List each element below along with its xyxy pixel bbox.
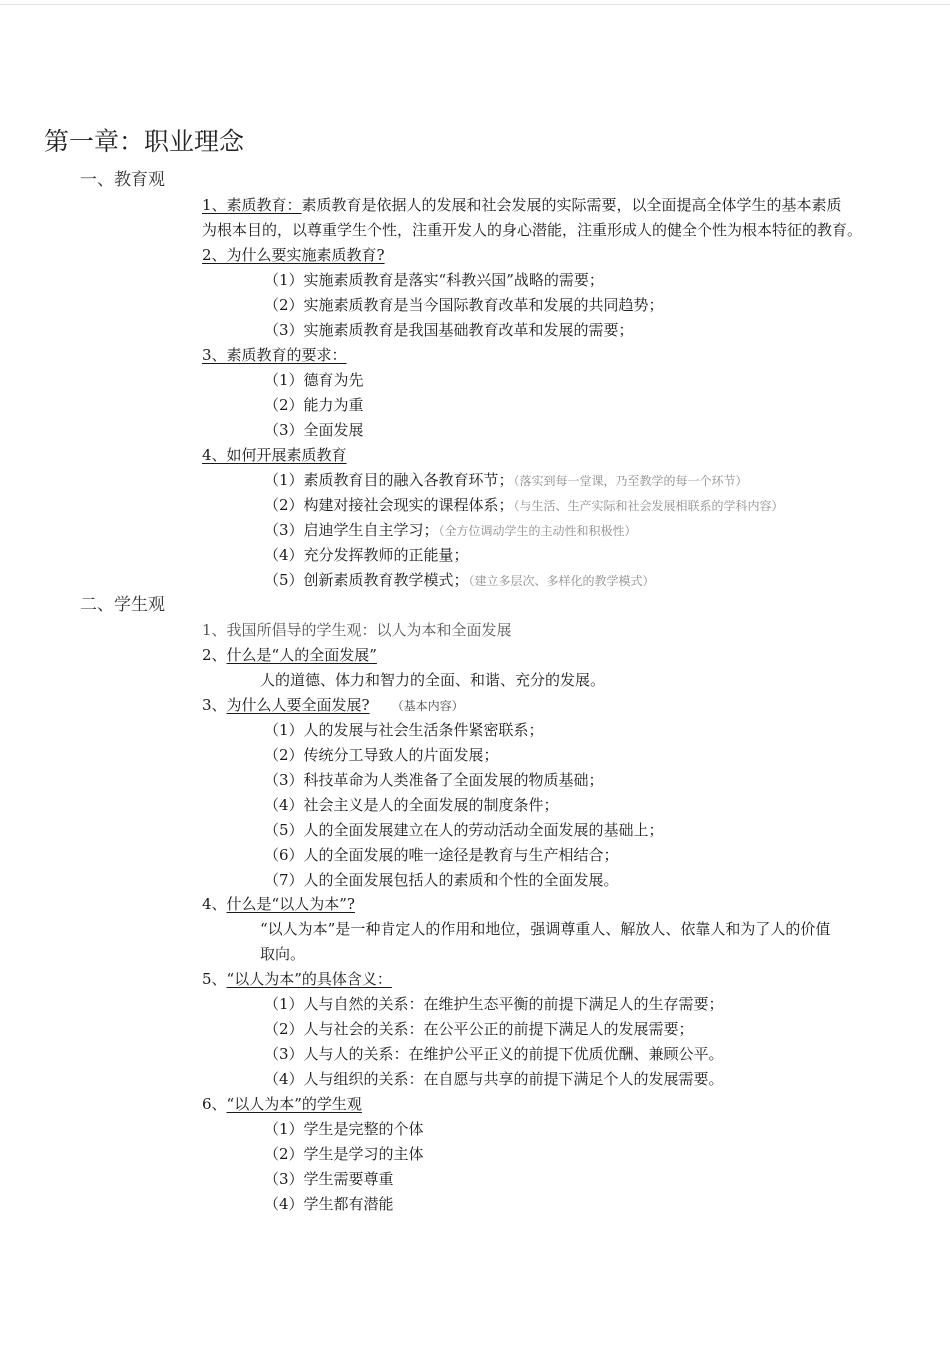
heading-number: 3、	[202, 696, 227, 714]
list-item: （4）社会主义是人的全面发展的制度条件；	[264, 796, 559, 814]
heading-label: 1、素质教育：	[202, 196, 302, 214]
definition-quality-education	[202, 193, 842, 218]
list-item	[264, 493, 784, 519]
list-item: （2）能力为重	[264, 396, 364, 414]
heading-why-quality-education: 2、为什么要实施素质教育?	[202, 246, 385, 264]
list-item-text: （4）充分发挥教师的正能量；	[264, 546, 469, 564]
list-item: （1）学生是完整的个体	[264, 1120, 424, 1138]
heading-how-to-carry-out: 4、如何开展素质教育	[202, 446, 347, 464]
heading-label: 什么是“以人为本”?	[226, 895, 355, 913]
list-item: （4）学生都有潜能	[264, 1195, 394, 1213]
definition-text-continued: 取向。	[260, 945, 306, 963]
heading-quality-education-requirements: 3、素质教育的要求：	[202, 346, 347, 364]
list-item: （3）实施素质教育是我国基础教育改革和发展的需要；	[264, 321, 634, 339]
heading-people-oriented	[202, 892, 355, 917]
heading-people-oriented-meaning	[202, 967, 392, 992]
definition-text: “以人为本”是一种肯定人的作用和地位，强调尊重人、解放人、依靠人和为了人的价值	[260, 920, 831, 938]
student-view-statement: 1、我国所倡导的学生观：以人为本和全面发展	[202, 621, 512, 639]
list-item: （1）人与自然的关系：在维护生态平衡的前提下满足人的生存需要；	[264, 995, 724, 1013]
list-item: （1）实施素质教育是落实“科教兴国”战略的需要；	[264, 271, 604, 289]
list-item-note: （全方位调动学生的主动性和积极性）	[438, 524, 637, 538]
list-item	[264, 568, 655, 594]
heading-why-develop	[202, 693, 464, 719]
list-item: （1）人的发展与社会生活条件紧密联系；	[264, 721, 544, 739]
list-item: （5）人的全面发展建立在人的劳动活动全面发展的基础上；	[264, 821, 664, 839]
heading-number: 2、	[202, 646, 227, 664]
list-item-text: （5）创新素质教育教学模式；	[264, 571, 469, 589]
list-item: （3）全面发展	[264, 421, 364, 439]
list-item: （1）德育为先	[264, 371, 364, 389]
heading-label: “以人为本”的具体含义：	[226, 970, 392, 988]
list-item	[264, 468, 748, 494]
list-item: （2）传统分工导致人的片面发展；	[264, 746, 499, 764]
heading-label: 为什么人要全面发展?	[226, 696, 370, 714]
heading-label: “以人为本”的学生观	[226, 1095, 362, 1113]
list-item: （7）人的全面发展包括人的素质和个性的全面发展。	[264, 871, 619, 889]
heading-number: 6、	[202, 1095, 227, 1113]
definition-text: 素质教育是依据人的发展和社会发展的实际需要，以全面提高全体学生的基本素质	[301, 196, 842, 214]
heading-all-round-development	[202, 643, 377, 668]
heading-number: 4、	[202, 895, 227, 913]
list-item: （2）学生是学习的主体	[264, 1145, 424, 1163]
list-item-note: （建立多层次、多样化的教学模式）	[468, 574, 655, 588]
list-item-note: （落实到每一堂课，乃至教学的每一个环节）	[513, 474, 748, 488]
heading-note: （基本内容）	[391, 699, 464, 713]
list-item	[264, 518, 637, 544]
section-title-education-view: 一、教育观	[80, 170, 165, 190]
list-item	[264, 543, 469, 568]
list-item: （3）学生需要尊重	[264, 1170, 394, 1188]
definition-text-continued: 为根本目的，以尊重学生个性，注重开发人的身心潜能，注重形成人的健全个性为根本特征的教育。	[202, 221, 863, 239]
list-item: （2）实施素质教育是当今国际教育改革和发展的共同趋势；	[264, 296, 664, 314]
list-item: （3）科技革命为人类准备了全面发展的物质基础；	[264, 771, 604, 789]
heading-people-oriented-student-view	[202, 1092, 362, 1117]
list-item-text: （1）素质教育目的融入各教育环节；	[264, 471, 514, 489]
list-item-text: （2）构建对接社会现实的课程体系；	[264, 496, 514, 514]
section-title-student-view: 二、学生观	[80, 595, 165, 615]
list-item-note: （与生活、生产实际和社会发展相联系的学科内容）	[513, 499, 784, 513]
heading-number: 5、	[202, 970, 227, 988]
page-top-border	[0, 4, 950, 5]
list-item-text: （3）启迪学生自主学习；	[264, 521, 439, 539]
list-item: （4）人与组织的关系：在自愿与共享的前提下满足个人的发展需要。	[264, 1070, 724, 1088]
list-item: （3）人与人的关系：在维护公平正义的前提下优质优酬、兼顾公平。	[264, 1045, 724, 1063]
list-item: （2）人与社会的关系：在公平公正的前提下满足人的发展需要；	[264, 1020, 694, 1038]
chapter-title: 第一章：职业理念	[44, 127, 245, 156]
heading-label: 什么是“人的全面发展”	[226, 646, 377, 664]
list-item: （6）人的全面发展的唯一途径是教育与生产相结合；	[264, 846, 619, 864]
definition-text: 人的道德、体力和智力的全面、和谐、充分的发展。	[260, 671, 606, 689]
